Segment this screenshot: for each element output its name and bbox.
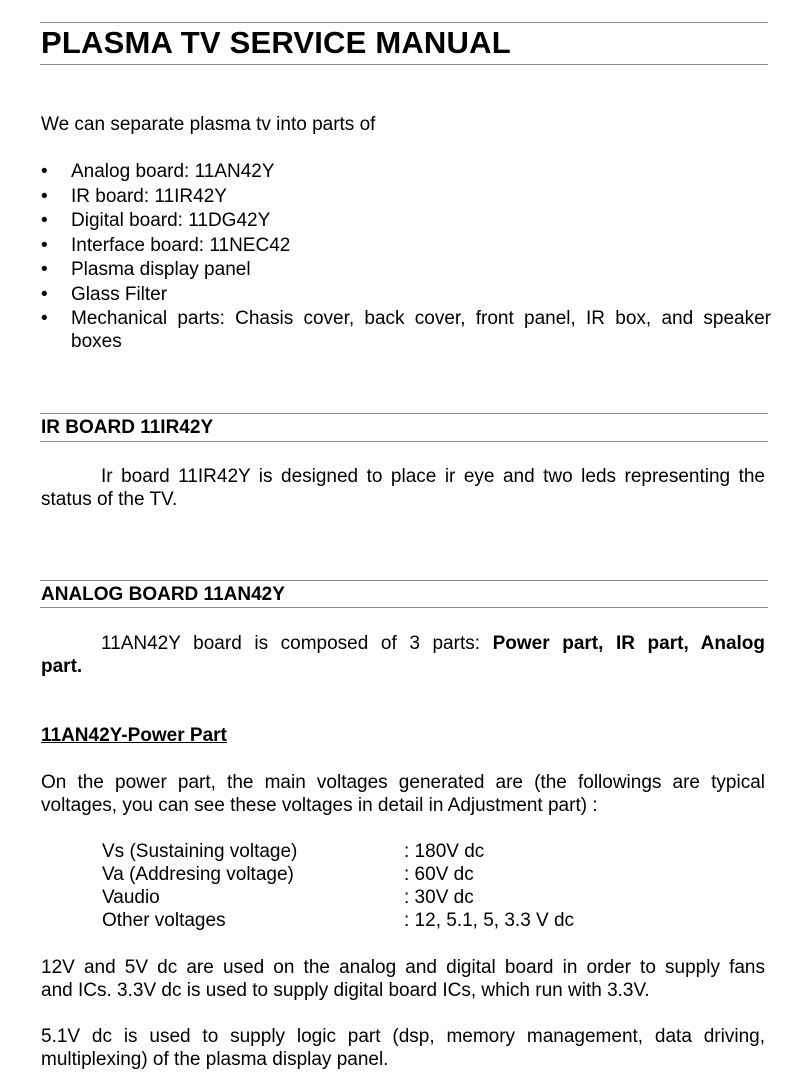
power-paragraph-1-line-1: On the power part, the main voltages generated are (the followings are typical — [41, 772, 765, 793]
bullet-icon: • — [41, 283, 48, 305]
list-item: • IR board: 11IR42Y — [41, 185, 771, 210]
power-paragraph-2-line-1: 12V and 5V dc are used on the analog and digital board in order to supply fans — [41, 957, 765, 978]
title-top-rule — [40, 22, 768, 23]
power-paragraph-2-line-2: and ICs. 3.3V dc is used to supply digital board ICs, which run with 3.3V. — [41, 980, 650, 1001]
list-item: • Analog board: 11AN42Y — [41, 160, 771, 185]
power-paragraph-3-line-2: multiplexing) of the plasma display panel. — [41, 1049, 389, 1070]
power-part-heading: 11AN42Y-Power Part — [41, 725, 227, 746]
analog-paragraph-line-1: 11AN42Y board is composed of 3 parts: Power part, IR part, Analog — [101, 633, 765, 654]
analog-paragraph-line-2: part. — [41, 656, 83, 677]
parts-list — [41, 160, 771, 353]
power-paragraph-1-line-2: voltages, you can see these voltages in detail in Adjustment part) : — [41, 795, 598, 816]
ir-paragraph-line-2: status of the TV. — [41, 489, 178, 510]
ir-section-heading: IR BOARD 11IR42Y — [41, 417, 214, 438]
ir-heading-bottom-rule — [40, 441, 768, 442]
list-item: • Digital board: 11DG42Y — [41, 209, 771, 234]
analog-heading-top-rule — [40, 580, 768, 581]
bullet-icon: • — [41, 234, 48, 256]
bullet-icon: • — [41, 308, 48, 329]
bullet-icon: • — [41, 161, 48, 182]
title-bottom-rule — [40, 64, 768, 65]
table-row: Vaudio : 30V dc — [102, 887, 474, 908]
list-item: • Interface board: 11NEC42 — [41, 234, 771, 259]
ir-paragraph-line-1: Ir board 11IR42Y is designed to place ir eye and two leds representing the — [101, 466, 765, 487]
table-row: Other voltages : 12, 5.1, 5, 3.3 V dc — [102, 910, 575, 931]
page-title: PLASMA TV SERVICE MANUAL — [41, 25, 511, 60]
table-row: Va (Addresing voltage) : 60V dc — [102, 864, 474, 885]
list-item: • Glass Filter — [41, 283, 771, 308]
ir-heading-top-rule — [40, 413, 768, 414]
voltage-table — [102, 840, 574, 932]
analog-section-heading: ANALOG BOARD 11AN42Y — [41, 584, 285, 605]
table-row: Vs (Sustaining voltage) : 180V dc — [102, 841, 485, 862]
bullet-icon: • — [41, 210, 48, 231]
list-item: • Mechanical parts: Chasis cover, back cover, front panel, IR box, and speaker boxes — [41, 308, 771, 352]
power-paragraph-3-line-1: 5.1V dc is used to supply logic part (dsp, memory management, data driving, — [41, 1026, 765, 1047]
bullet-icon: • — [41, 185, 48, 207]
analog-heading-bottom-rule — [40, 607, 768, 608]
bullet-icon: • — [41, 259, 48, 280]
intro-text: We can separate plasma tv into parts of — [41, 114, 376, 135]
list-item: • Plasma display panel — [41, 258, 771, 283]
